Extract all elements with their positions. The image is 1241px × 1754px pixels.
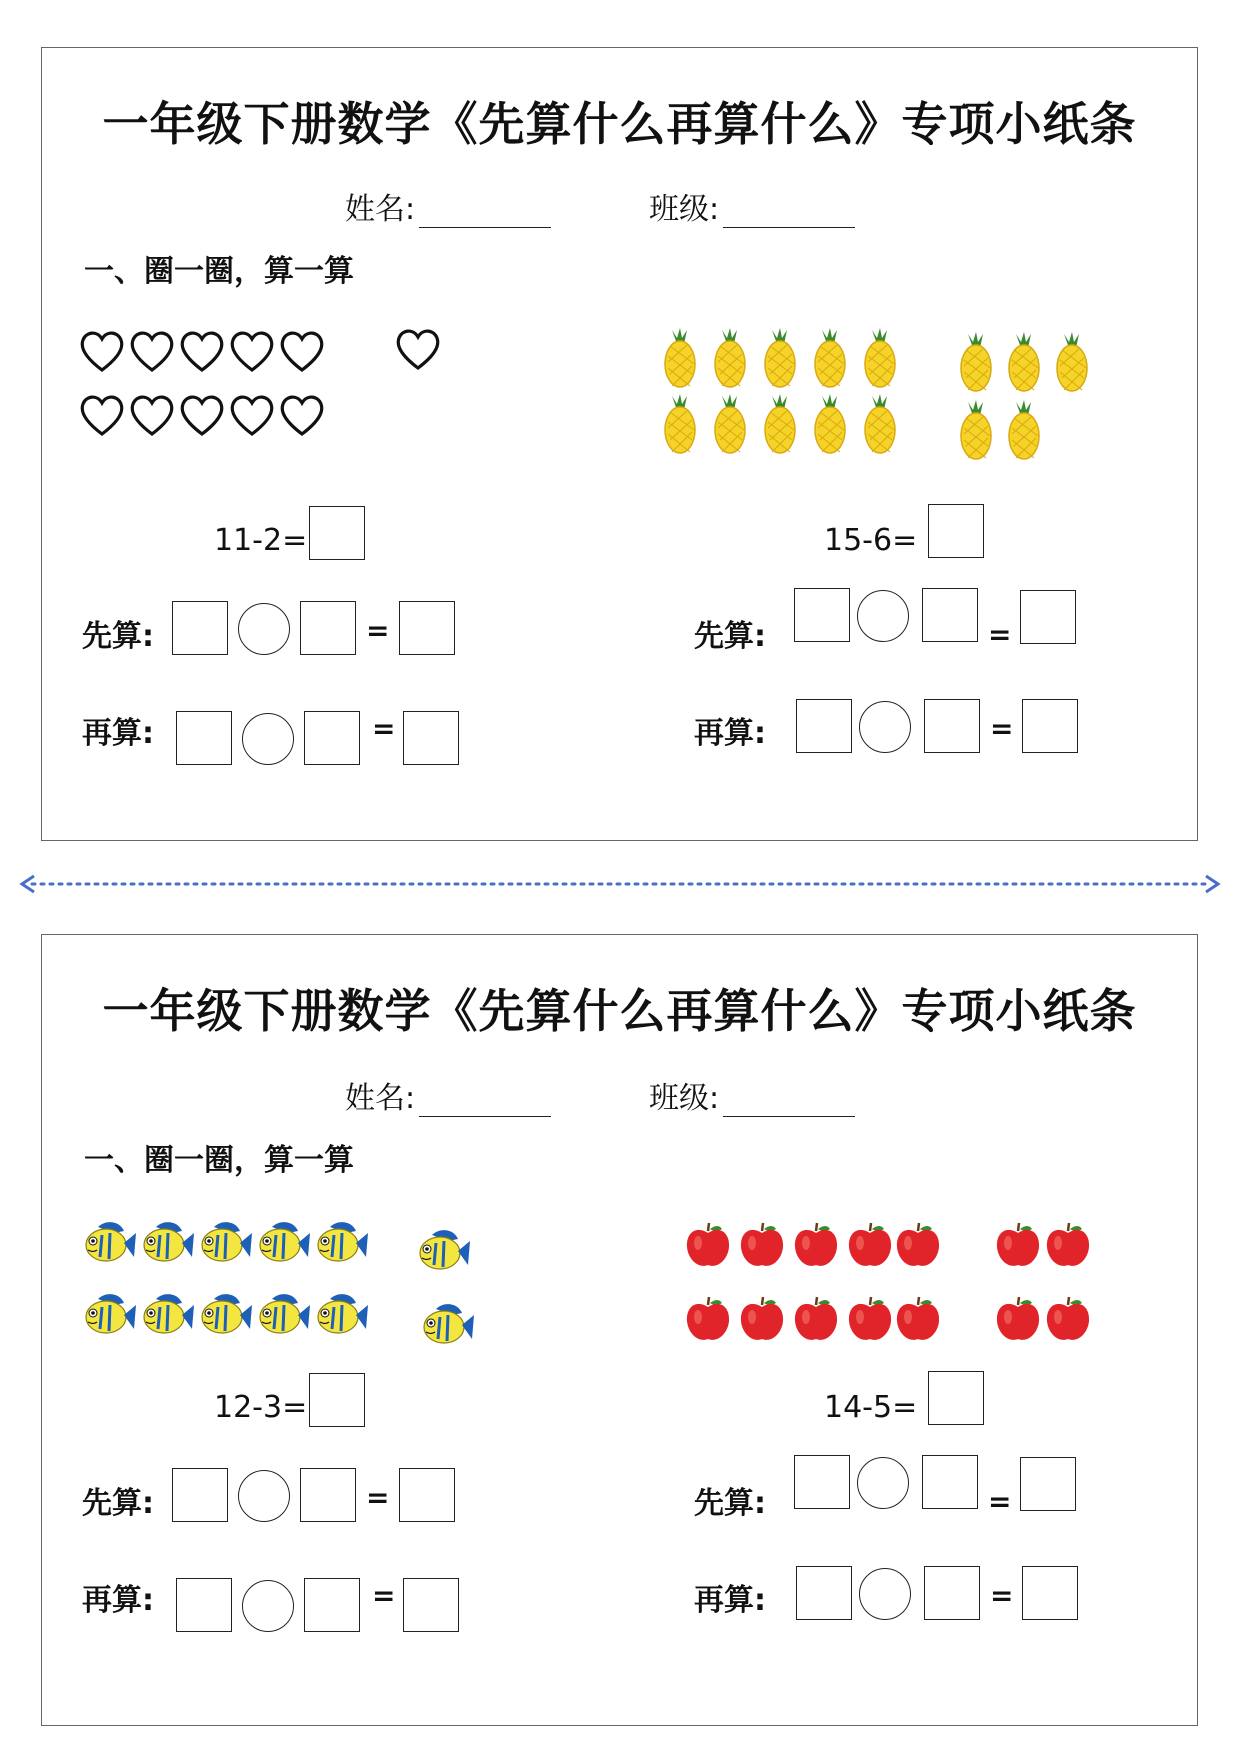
result-box[interactable]: [1020, 590, 1076, 644]
pineapples-picture: [662, 320, 1142, 465]
first-operand-box[interactable]: [176, 711, 232, 765]
heart-icon: [182, 333, 221, 370]
apple-icon: [997, 1297, 1039, 1340]
result-box[interactable]: [403, 711, 459, 765]
heart-icon: [132, 333, 171, 370]
pineapple-icon: [765, 394, 795, 453]
class-label: 班级:: [649, 192, 720, 227]
problem-left: 11-2=: [214, 523, 308, 558]
name-label: 姓名:: [345, 1081, 416, 1116]
second-operand-box[interactable]: [924, 1566, 980, 1620]
pineapple-icon: [865, 394, 895, 453]
pineapple-icon: [665, 394, 695, 453]
name-blank[interactable]: [419, 201, 551, 228]
first-step-label-left: 先算:: [82, 1486, 154, 1521]
fish-picture: [84, 1205, 524, 1345]
heart-icon: [82, 333, 121, 370]
then-step-label-right: 再算:: [694, 716, 766, 751]
operator-circle[interactable]: [238, 1470, 290, 1522]
apple-icon: [897, 1297, 939, 1340]
equals-sign: =: [988, 1485, 1012, 1518]
class-field[interactable]: [649, 184, 855, 228]
first-operand-box[interactable]: [176, 1578, 232, 1632]
hearts-picture: [80, 318, 480, 458]
fish-icon: [424, 1304, 474, 1343]
operator-circle[interactable]: [857, 1457, 909, 1509]
first-operand-box[interactable]: [172, 1468, 228, 1522]
equals-sign: =: [366, 1481, 390, 1514]
fish-icon: [420, 1230, 470, 1269]
heart-icon: [182, 397, 221, 434]
first-operand-box[interactable]: [794, 1455, 850, 1509]
pineapple-icon: [715, 328, 745, 387]
then-step-label-left: 再算:: [82, 1583, 154, 1618]
result-box[interactable]: [1020, 1457, 1076, 1511]
worksheet-title: 一年级下册数学《先算什么再算什么》专项小纸条: [102, 984, 1137, 1038]
name-blank[interactable]: [419, 1090, 551, 1117]
pineapple-icon: [815, 394, 845, 453]
equals-sign: =: [988, 618, 1012, 651]
result-box[interactable]: [399, 1468, 455, 1522]
first-operand-box[interactable]: [796, 1566, 852, 1620]
second-operand-box[interactable]: [924, 699, 980, 753]
fish-icon: [144, 1222, 194, 1261]
operator-circle[interactable]: [242, 1580, 294, 1632]
problem-left: 12-3=: [214, 1390, 308, 1425]
apple-icon: [795, 1223, 837, 1266]
second-operand-box[interactable]: [300, 601, 356, 655]
heart-icon: [282, 397, 321, 434]
first-step-label-left: 先算:: [82, 619, 154, 654]
name-field[interactable]: [345, 184, 551, 228]
apple-icon: [849, 1223, 891, 1266]
second-operand-box[interactable]: [300, 1468, 356, 1522]
apple-icon: [741, 1223, 783, 1266]
apple-icon: [687, 1297, 729, 1340]
fish-icon: [86, 1294, 136, 1333]
first-step-label-right: 先算:: [694, 1486, 766, 1521]
equals-sign: =: [366, 614, 390, 647]
fish-icon: [318, 1222, 368, 1261]
operator-circle[interactable]: [242, 713, 294, 765]
heart-icon: [282, 333, 321, 370]
pineapple-icon: [665, 328, 695, 387]
name-label: 姓名:: [345, 192, 416, 227]
heart-icon: [398, 331, 437, 368]
pineapple-icon: [815, 328, 845, 387]
apple-icon: [1047, 1297, 1089, 1340]
heart-icon: [82, 397, 121, 434]
arrow-right-icon: [1206, 876, 1218, 892]
problem-right: 15-6=: [824, 523, 918, 558]
result-box[interactable]: [399, 601, 455, 655]
first-operand-box[interactable]: [794, 588, 850, 642]
apples-picture: [686, 1205, 1166, 1345]
then-step-label-left: 再算:: [82, 716, 154, 751]
fish-icon: [260, 1222, 310, 1261]
class-blank[interactable]: [723, 201, 855, 228]
apple-icon: [741, 1297, 783, 1340]
apple-icon: [795, 1297, 837, 1340]
operator-circle[interactable]: [857, 590, 909, 642]
pineapple-icon: [1009, 400, 1039, 459]
operator-circle[interactable]: [238, 603, 290, 655]
heart-icon: [132, 397, 171, 434]
class-blank[interactable]: [723, 1090, 855, 1117]
pineapple-icon: [1057, 332, 1087, 391]
fish-icon: [202, 1222, 252, 1261]
problem-right: 14-5=: [824, 1390, 918, 1425]
name-field[interactable]: [345, 1073, 551, 1117]
heart-icon: [232, 397, 271, 434]
fish-icon: [86, 1222, 136, 1261]
equals-sign: =: [372, 1579, 396, 1612]
answer-box-right[interactable]: [928, 504, 984, 558]
equals-sign: =: [990, 1579, 1014, 1612]
result-box[interactable]: [403, 1578, 459, 1632]
fish-icon: [202, 1294, 252, 1333]
equals-sign: =: [990, 712, 1014, 745]
fish-icon: [318, 1294, 368, 1333]
first-operand-box[interactable]: [796, 699, 852, 753]
then-step-label-right: 再算:: [694, 1583, 766, 1618]
pineapple-icon: [961, 400, 991, 459]
second-operand-box[interactable]: [304, 1578, 360, 1632]
apple-icon: [1047, 1223, 1089, 1266]
worksheet-title: 一年级下册数学《先算什么再算什么》专项小纸条: [102, 97, 1137, 151]
pineapple-icon: [865, 328, 895, 387]
apple-icon: [897, 1223, 939, 1266]
class-field[interactable]: [649, 1073, 855, 1117]
pineapple-icon: [961, 332, 991, 391]
answer-box-right[interactable]: [928, 1371, 984, 1425]
apple-icon: [997, 1223, 1039, 1266]
operator-circle[interactable]: [859, 701, 911, 753]
second-operand-box[interactable]: [922, 1455, 978, 1509]
answer-box-left[interactable]: [309, 1373, 365, 1427]
pineapple-icon: [1009, 332, 1039, 391]
pineapple-icon: [765, 328, 795, 387]
operator-circle[interactable]: [859, 1568, 911, 1620]
answer-box-left[interactable]: [309, 506, 365, 560]
cut-line-divider: [18, 874, 1223, 894]
section-heading: 一、圈一圈，算一算: [84, 1143, 354, 1178]
fish-icon: [144, 1294, 194, 1333]
second-operand-box[interactable]: [304, 711, 360, 765]
result-box[interactable]: [1022, 699, 1078, 753]
equals-sign: =: [372, 712, 396, 745]
pineapple-icon: [715, 394, 745, 453]
worksheet-strip-1: [41, 47, 1198, 841]
first-operand-box[interactable]: [172, 601, 228, 655]
result-box[interactable]: [1022, 1566, 1078, 1620]
apple-icon: [849, 1297, 891, 1340]
worksheet-strip-2: [41, 934, 1198, 1726]
second-operand-box[interactable]: [922, 588, 978, 642]
section-heading: 一、圈一圈，算一算: [84, 254, 354, 289]
apple-icon: [687, 1223, 729, 1266]
class-label: 班级:: [649, 1081, 720, 1116]
fish-icon: [260, 1294, 310, 1333]
heart-icon: [232, 333, 271, 370]
first-step-label-right: 先算:: [694, 619, 766, 654]
